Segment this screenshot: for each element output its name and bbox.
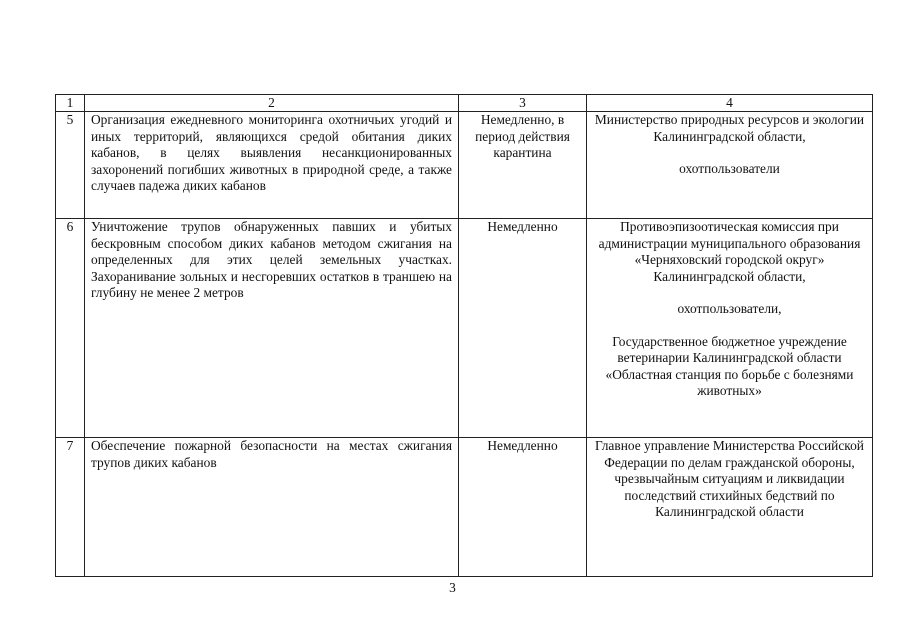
responsible-parties	[587, 438, 873, 577]
measures-table	[55, 94, 873, 577]
measure-description: Обеспечение пожарной безопасности на местах сжигания трупов диких кабанов	[85, 438, 459, 577]
execution-term: Немедленно	[459, 219, 587, 438]
responsible-party: Государственное бюджетное учреждение ветеринарии Калининградской области «Областная станция по борьбе с болезнями животных»	[605, 333, 854, 398]
responsible-party: Главное управление Министерства Российской Федерации по делам гражданской обороны, чрезвычайным ситуациям и ликвидации последствий стихийных бедствий по Калининградской области	[595, 438, 864, 519]
row-number: 6	[56, 219, 85, 438]
column-header-1: 1	[56, 95, 85, 112]
execution-term: Немедленно, в период действия карантина	[459, 112, 587, 219]
column-header-3: 3	[459, 95, 587, 112]
measure-description: Уничтожение трупов обнаруженных павших и убитых бескровным способом диких кабанов методом сжигания на определенных для этих целей земельных участках. Захоранивание зольных и несгоревших остатков в траншею на глубину не менее 2 метров	[85, 219, 459, 438]
measure-description: Организация ежедневного мониторинга охотничьих угодий и иных территорий, являющихся средой обитания диких кабанов, в целях выявления несанкционированных захоронений погибших животных в природной среде, а также случаев падежа диких кабанов	[85, 112, 459, 219]
responsible-party: охотпользователи	[679, 161, 780, 176]
responsible-parties	[587, 112, 873, 219]
row-number: 5	[56, 112, 85, 219]
responsible-party: Министерство природных ресурсов и экологии Калининградской области,	[594, 112, 865, 144]
responsible-parties	[587, 219, 873, 438]
table-row	[56, 219, 873, 438]
responsible-party: Противоэпизоотическая комиссия при администрации муниципального образования «Черняховский городской округ» Калининградской области,	[598, 219, 861, 284]
row-number: 7	[56, 438, 85, 577]
column-header-4: 4	[587, 95, 873, 112]
table-row	[56, 112, 873, 219]
responsible-party: охотпользователи,	[677, 301, 782, 316]
page-number: 3	[449, 580, 456, 595]
execution-term: Немедленно	[459, 438, 587, 577]
table-row	[56, 438, 873, 577]
column-header-2: 2	[85, 95, 459, 112]
table-header-row	[56, 95, 873, 112]
